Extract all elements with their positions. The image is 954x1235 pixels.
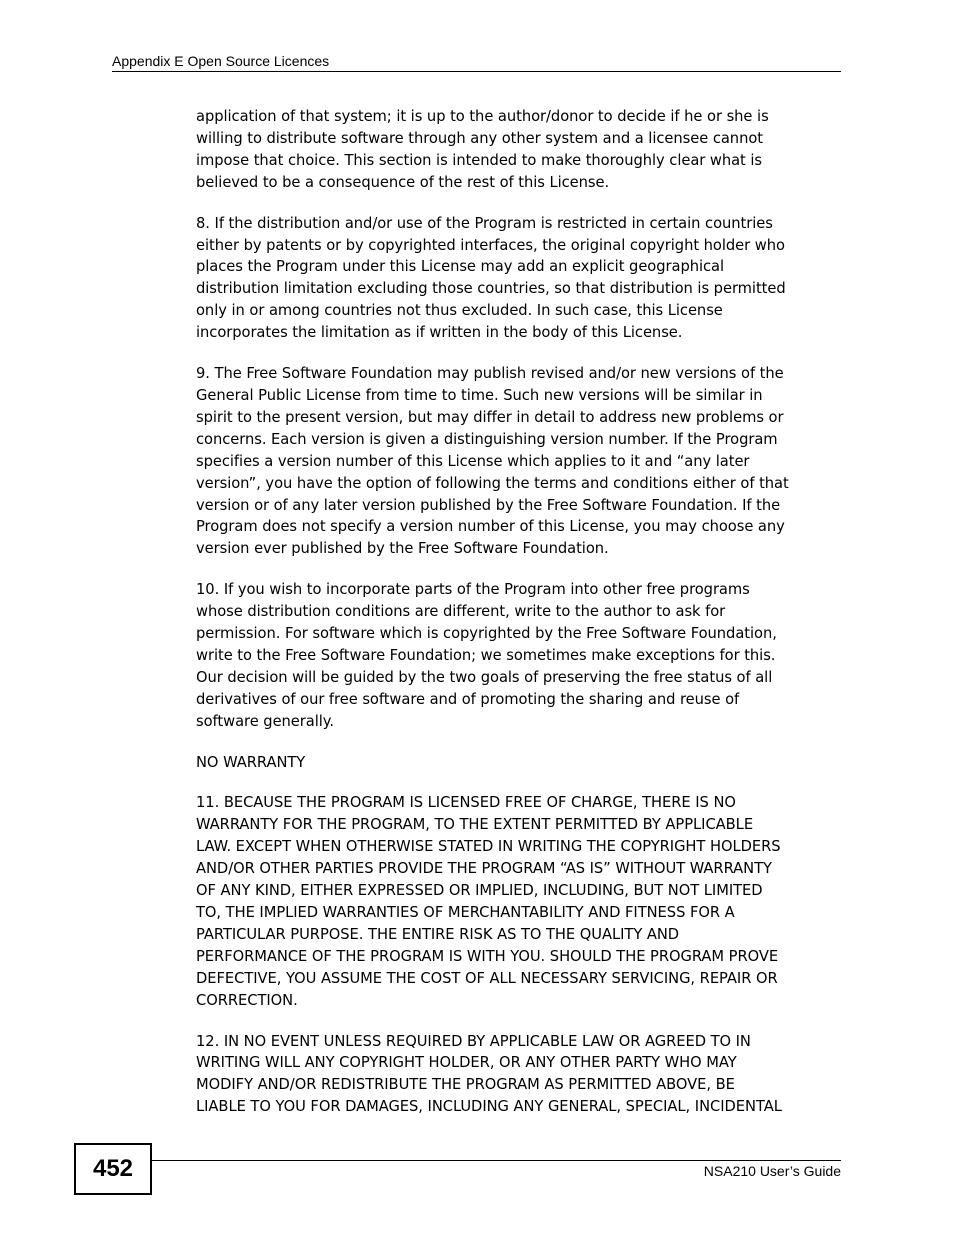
text-line: spirit to the present version, but may differ in detail to address new problems or bbox=[196, 408, 784, 426]
text-line: LIABLE TO YOU FOR DAMAGES, INCLUDING ANY GENERAL, SPECIAL, INCIDENTAL bbox=[196, 1098, 782, 1116]
footer-guide-title: NSA210 User’s Guide bbox=[703, 1163, 841, 1179]
text-line: 12. IN NO EVENT UNLESS REQUIRED BY APPLICABLE LAW OR AGREED TO IN bbox=[196, 1032, 751, 1050]
text-line: willing to distribute software through any other system and a licensee cannot bbox=[196, 129, 763, 147]
paragraph bbox=[196, 363, 844, 560]
paragraph bbox=[196, 1031, 844, 1119]
text-line: 9. The Free Software Foundation may publish revised and/or new versions of the bbox=[196, 365, 784, 383]
text-line: PARTICULAR PURPOSE. THE ENTIRE RISK AS TO THE QUALITY AND bbox=[196, 925, 680, 943]
text-line: distribution limitation excluding those countries, so that distribution is permitted bbox=[196, 280, 786, 298]
text-line: whose distribution conditions are different, write to the author to ask for bbox=[196, 603, 726, 621]
text-line: impose that choice. This section is intended to make thoroughly clear what is bbox=[196, 151, 763, 169]
text-line: places the Program under this License may add an explicit geographical bbox=[196, 258, 725, 276]
paragraph bbox=[196, 792, 844, 1011]
paragraph bbox=[196, 106, 844, 194]
text-line: Program does not specify a version number of this License, you may choose any bbox=[196, 518, 785, 536]
text-line: application of that system; it is up to the author/donor to decide if he or she is bbox=[196, 108, 769, 125]
text-line: 8. If the distribution and/or use of the Program is restricted in certain countries bbox=[196, 214, 773, 232]
paragraph bbox=[196, 752, 844, 774]
text-line: derivatives of our free software and of promoting the sharing and reuse of bbox=[196, 690, 740, 708]
text-line: OF ANY KIND, EITHER EXPRESSED OR IMPLIED, INCLUDING, BUT NOT LIMITED bbox=[196, 882, 763, 900]
text-line: Our decision will be guided by the two goals of preserving the free status of all bbox=[196, 668, 773, 686]
text-line: permission. For software which is copyrighted by the Free Software Foundation, bbox=[196, 625, 777, 643]
paragraph bbox=[196, 213, 844, 344]
page-number: 452 bbox=[92, 1155, 134, 1182]
text-line: version”, you have the option of following the terms and conditions either of that bbox=[196, 474, 789, 492]
text-line: 11. BECAUSE THE PROGRAM IS LICENSED FREE OF CHARGE, THERE IS NO bbox=[196, 794, 736, 812]
text-line: NO WARRANTY bbox=[196, 753, 306, 771]
text-line: write to the Free Software Foundation; we sometimes make exceptions for this. bbox=[196, 646, 776, 664]
text-line: CORRECTION. bbox=[196, 991, 298, 1009]
footer-rule bbox=[152, 1160, 841, 1161]
text-line: PERFORMANCE OF THE PROGRAM IS WITH YOU. SHOULD THE PROGRAM PROVE bbox=[196, 947, 779, 965]
text-line: concerns. Each version is given a distinguishing version number. If the Program bbox=[196, 430, 778, 448]
text-line: software generally. bbox=[196, 712, 334, 730]
page-number-box bbox=[74, 1143, 152, 1195]
text-line: 10. If you wish to incorporate parts of the Program into other free programs bbox=[196, 581, 750, 599]
text-line: specifies a version number of this License which applies to it and “any later bbox=[196, 452, 750, 470]
text-line: General Public License from time to time. Such new versions will be similar in bbox=[196, 386, 763, 404]
paragraph bbox=[196, 579, 844, 732]
text-line: WRITING WILL ANY COPYRIGHT HOLDER, OR ANY OTHER PARTY WHO MAY bbox=[196, 1054, 737, 1072]
text-line: version ever published by the Free Software Foundation. bbox=[196, 540, 609, 558]
text-line: DEFECTIVE, YOU ASSUME THE COST OF ALL NECESSARY SERVICING, REPAIR OR bbox=[196, 969, 778, 987]
text-line: incorporates the limitation as if written in the body of this License. bbox=[196, 324, 683, 342]
text-line: LAW. EXCEPT WHEN OTHERWISE STATED IN WRITING THE COPYRIGHT HOLDERS bbox=[196, 838, 781, 856]
text-line: version or of any later version published by the Free Software Foundation. If the bbox=[196, 496, 781, 514]
header-title: Appendix E Open Source Licences bbox=[112, 53, 330, 69]
text-line: WARRANTY FOR THE PROGRAM, TO THE EXTENT PERMITTED BY APPLICABLE bbox=[196, 816, 754, 834]
document-body bbox=[196, 106, 844, 1137]
text-line: only in or among countries not thus excluded. In such case, this License bbox=[196, 302, 723, 320]
text-line: believed to be a consequence of the rest of this License. bbox=[196, 173, 610, 191]
page-header bbox=[112, 51, 841, 72]
text-line: either by patents or by copyrighted interfaces, the original copyright holder who bbox=[196, 236, 785, 254]
text-line: TO, THE IMPLIED WARRANTIES OF MERCHANTABILITY AND FITNESS FOR A bbox=[196, 904, 735, 921]
text-line: AND/OR OTHER PARTIES PROVIDE THE PROGRAM “AS IS” WITHOUT WARRANTY bbox=[196, 860, 772, 878]
text-line: MODIFY AND/OR REDISTRIBUTE THE PROGRAM AS PERMITTED ABOVE, BE bbox=[196, 1076, 735, 1094]
